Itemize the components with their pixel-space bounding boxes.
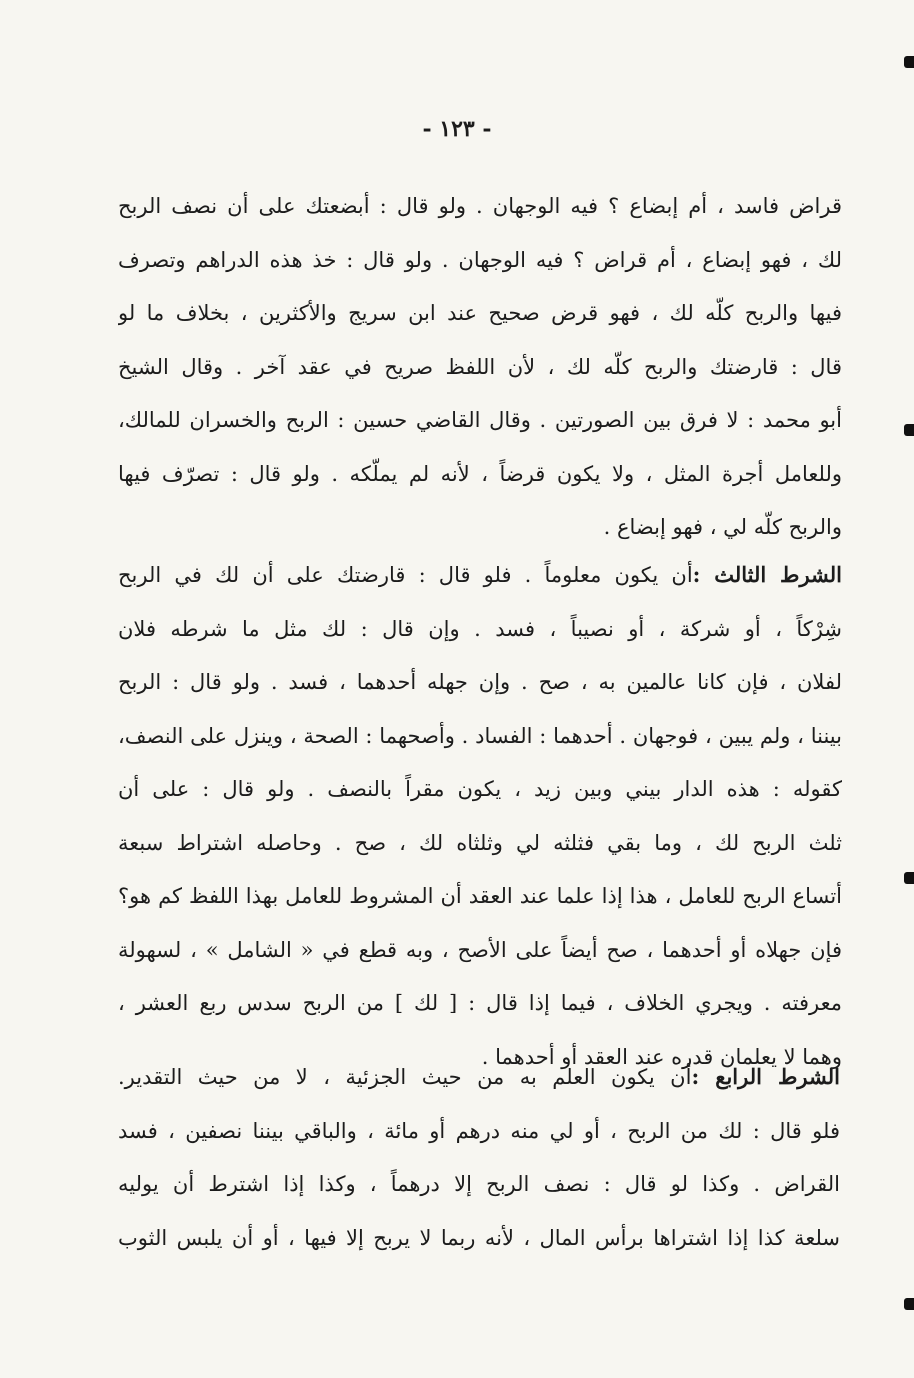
text-line: فيها والربح كلّه لك ، فهو قرض صحيح عند ابن سريج والأكثرين ، بخلاف ما لو [118, 301, 842, 325]
scan-edge-mark [904, 424, 914, 436]
section-heading: الشرط الثالث : [692, 562, 842, 587]
text-line: لفلان ، فإن كانا عالمين به ، صح . وإن جهله أحدهما ، فسد . ولو قال : الربح [118, 670, 842, 694]
text-line: قراض فاسد ، أم إبضاع ؟ فيه الوجهان . ولو قال : أبضعتك على أن نصف الربح [118, 194, 842, 218]
text-line: سلعة كذا إذا اشتراها برأس المال ، لأنه ربما لا يربح إلا فيها ، أو أن يلبس الثوب [118, 1225, 840, 1250]
scan-edge-mark [904, 56, 914, 68]
paragraph-1 [118, 180, 842, 555]
text-line: فلو قال : لك من الربح ، أو لي منه درهم أو مائة ، والباقي بيننا نصفين ، فسد [118, 1118, 840, 1143]
text-line [118, 548, 842, 603]
text-line: وللعامل أجرة المثل ، ولا يكون قرضاً ، لأنه لم يملّكه . ولو قال : تصرّف فيها [118, 461, 842, 486]
scan-edge-mark [904, 1298, 914, 1310]
text-line: وهما لا يعلمان قدره عند العقد أو أحدهما . [481, 1044, 842, 1069]
heading-line-text: أن يكون معلوماً . فلو قال : قارضتك على أن لك في الربح [118, 563, 693, 587]
text-line: شِرْكاً ، أو شركة ، أو نصيباً ، فسد . وإن قال : لك مثل ما شرطه فلان [118, 616, 842, 641]
text-line: القراض . وكذا لو قال : نصف الربح إلا درهماً ، وكذا إذا اشترط أن يوليه [118, 1172, 840, 1196]
heading-line-text: أن يكون العلم به من حيث الجزئية ، لا من حيث التقدير. [118, 1065, 692, 1089]
text-line: معرفته . ويجري الخلاف ، فيما إذا قال : [ لك ] من الربح سدس ربع العشر ، [118, 991, 842, 1015]
scan-edge-mark [904, 872, 914, 884]
text-line [118, 1050, 840, 1105]
text-line: أبو محمد : لا فرق بين الصورتين . وقال القاضي حسين : الربح والخسران للمالك، [118, 408, 842, 432]
text-line: قال : قارضتك والربح كلّه لك ، لأن اللفظ صريح في عقد آخر . وقال الشيخ [118, 354, 842, 379]
text-line: لك ، فهو إبضاع ، أم قراض ؟ فيه الوجهان . ولو قال : خذ هذه الدراهم وتصرف [118, 247, 842, 272]
text-line: كقوله : هذه الدار بيني وبين زيد ، يكون مقراً بالنصف . ولو قال : على أن [118, 777, 842, 801]
text-line: فإن جهلاه أو أحدهما ، صح أيضاً على الأصح ، وبه قطع في « الشامل » ، لسهولة [118, 937, 842, 962]
page-number: - ١٢٣ - [422, 116, 492, 142]
text-line: ثلث الربح لك ، وما بقي فثلثه لي وثلثاه لك ، صح . وحاصله اشتراط سبعة [118, 830, 842, 855]
paragraph-condition-3 [118, 548, 842, 1084]
text-line: والربح كلّه لي ، فهو إبضاع . [603, 515, 842, 539]
text-line: أتساع الربح للعامل ، هذا إذا علما عند العقد أن المشروط للعامل بهذا اللفظ كم هو؟ [118, 884, 842, 908]
section-heading: الشرط الرابع : [691, 1064, 840, 1089]
text-line: بيننا ، ولم يبين ، فوجهان . أحدهما : الفساد . وأصحهما : الصحة ، وينزل على النصف، [118, 723, 842, 748]
paragraph-condition-4 [118, 1050, 840, 1265]
